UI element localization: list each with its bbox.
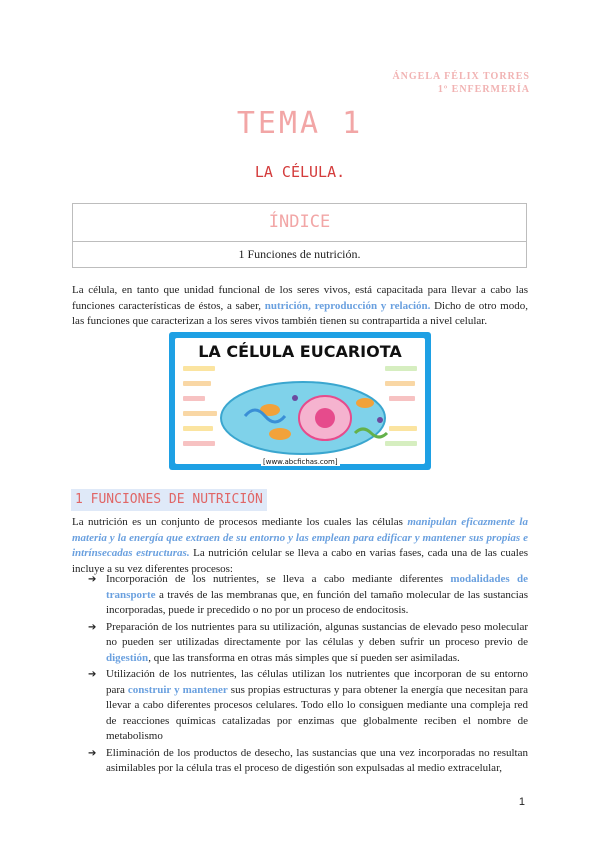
toc-heading: ÍNDICE <box>73 204 526 242</box>
list-item-text: a través de las membranas que, en función del tamaño molecular de las sustancias incorporadas, puede ir precedido o no por un proceso de endocitosis. <box>106 588 528 616</box>
cell-diagram-image <box>169 332 431 470</box>
mitochondria-shape-3 <box>356 398 374 408</box>
author-course: 1º ENFERMERÍA <box>437 84 530 95</box>
cell-label-2 <box>183 381 211 386</box>
section-heading: 1 FUNCIONES DE NUTRICIÓN <box>71 489 267 511</box>
cell-diagram-title: LA CÉLULA EUCARIOTA <box>198 342 402 361</box>
page-number: 1 <box>518 796 525 808</box>
list-item-highlight: digestión <box>106 651 149 664</box>
list-item-text: Utilización de los nutrientes, las células utilizan los nutrientes que incorporan de su entorno para <box>106 668 528 696</box>
list-item <box>72 620 528 667</box>
arrow-bullet-icon: ➔ <box>88 574 97 585</box>
arrow-bullet-icon: ➔ <box>88 669 97 680</box>
list-item-text: sus propias estructuras y para obtener la energía que necesitan para llevar a cabo diferentes procesos celulares. Todo ello lo consiguen mediante una compleja red de reacciones químicas catalizadas por enzimas que globalmente reciben el nombre de metabolismo <box>106 683 528 742</box>
table-of-contents <box>72 203 527 268</box>
intro-paragraph <box>72 283 528 330</box>
list-item-text: , que las transforma en otras más simples que sí pueden ser asimiladas. <box>148 651 460 664</box>
cell-label-9 <box>389 396 415 401</box>
intro-highlight: nutrición, reproducción y relación. <box>264 299 431 312</box>
cell-label-1 <box>183 366 215 371</box>
list-item <box>72 746 528 777</box>
author-name: ÁNGELA FÉLIX TORRES <box>392 71 530 82</box>
arrow-bullet-icon: ➔ <box>88 621 97 633</box>
mitochondria-shape-2 <box>269 428 291 440</box>
list-item-text: Preparación de los nutrientes para su utilización, algunas sustancias de elevado peso molecular no pueden ser utilizadas directamente por las células y deben sufrir un proceso previo de <box>106 620 528 648</box>
list-item <box>72 667 528 745</box>
section-text-1: La nutrición es un conjunto de procesos mediante los cuales las células <box>72 516 408 528</box>
section-text-2: La nutrición celular se lleva a cabo en varias fases, cada una de las cuales incluye a su vez diferentes procesos: <box>72 547 528 575</box>
section-paragraph <box>72 515 528 577</box>
list-item-text: Incorporación de los nutrientes, se lleva a cabo mediante diferentes <box>106 573 451 585</box>
cell-diagram-canvas <box>175 338 425 464</box>
cell-label-5 <box>183 426 213 431</box>
list-item-highlight: modalidades de transporte <box>106 573 528 601</box>
cell-label-4 <box>183 411 217 416</box>
intro-text-1: La célula, en tanto que unidad funcional de los seres vivos, está capacitada para llevar a cabo las funciones características de éstos, a saber, <box>72 284 528 312</box>
document-subtitle: LA CÉLULA. <box>254 163 346 181</box>
section-highlight: manipulan eficazmente la materia y la energía que extraen de su entorno y las emplean para edificar y mantener sus propias e intrínsecadas estructuras. <box>72 516 528 559</box>
cell-label-6 <box>183 441 215 446</box>
cell-label-8 <box>385 381 415 386</box>
nutrition-phases-list <box>72 572 528 778</box>
list-item <box>72 572 528 619</box>
arrow-bullet-icon: ➔ <box>88 747 97 759</box>
document-title: TEMA 1 <box>236 106 364 141</box>
list-item-highlight: construir y mantener <box>127 683 228 696</box>
cell-label-10 <box>389 426 417 431</box>
cell-label-7 <box>385 366 417 371</box>
image-source-url: [www.abcfichas.com] <box>263 458 338 466</box>
list-item-text: Eliminación de los productos de desecho, las sustancias que una vez incorporadas no resultan asimilables por la célula tras el proceso de digestión son expulsadas al medio extracelular, <box>106 746 528 774</box>
intro-text-2: Dicho de otro modo, las funciones que caracterizan a los seres vivos también tienen su contrapartida a nivel celular. <box>72 299 528 327</box>
cell-label-11 <box>385 441 417 446</box>
cell-label-3 <box>183 396 205 401</box>
nucleolus-shape <box>315 408 335 428</box>
author-block <box>392 70 530 96</box>
vesicle-1 <box>292 395 298 401</box>
toc-item[interactable]: 1 Funciones de nutrición. <box>238 247 361 261</box>
vesicle-2 <box>377 417 383 423</box>
